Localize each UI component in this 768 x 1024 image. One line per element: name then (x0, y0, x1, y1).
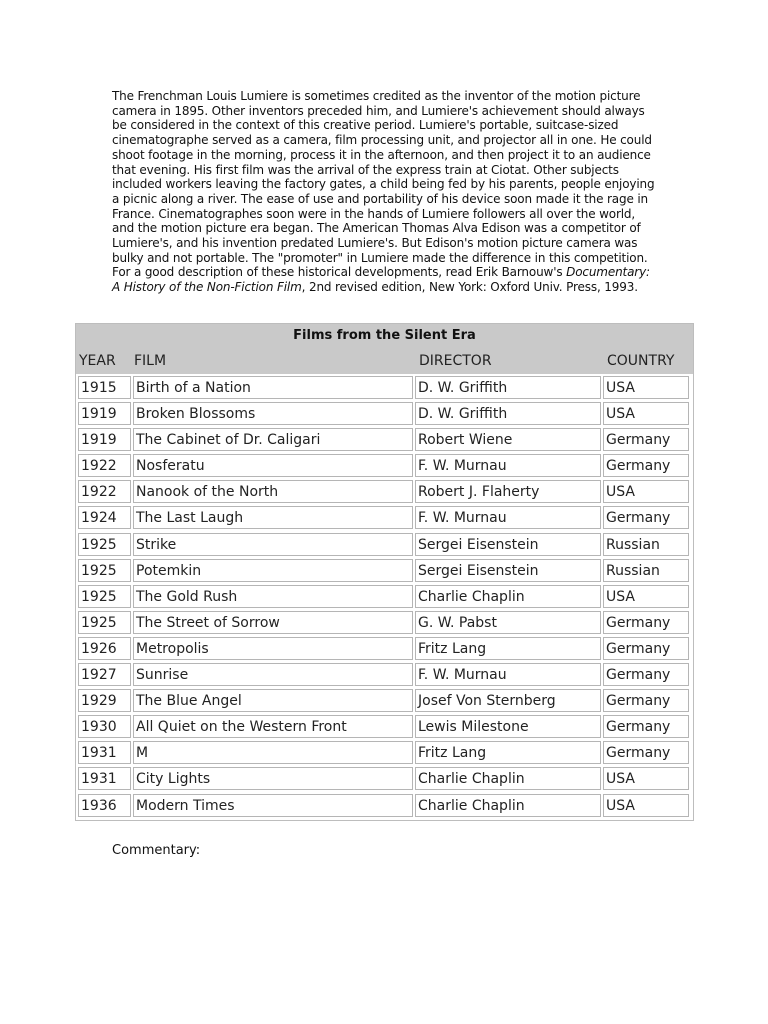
cell-director: F. W. Murnau (415, 663, 601, 686)
cell-country: Germany (603, 663, 689, 686)
table-row (76, 609, 693, 635)
table-row (76, 426, 693, 452)
table-row (76, 452, 693, 478)
table-row (76, 531, 693, 557)
intro-text: The Frenchman Louis Lumiere is sometimes credited as the inventor of the motion picture camera in 1895. Other inventors preceded him, and Lumiere's achievement should always be considered in the context of this creative period. Lumiere's portable, suitcase-sized cinematographe served as a camera, film processing unit, and projector all in one. He could shoot footage in the morning, process it in the afternoon, and then project it to an audience that evening. His first film was the arrival of the express train at Ciotat. Other subjects included workers leaving the factory gates, a child being fed by his parents, people enjoying a picnic along a river. The ease of use and portability of his device soon made it the rage in France. Cinematographes soon were in the hands of Lumiere followers all over the world, and the motion picture era began. The American Thomas Alva Edison was a competitor of Lumiere's, and his invention predated Lumiere's. But Edison's motion picture camera was bulky and not portable. The "promoter" in Lumiere made the difference in this competition. For a good description of these historical developments, read Erik Barnouw's (112, 89, 655, 280)
table-row (76, 478, 693, 504)
cell-country: Germany (603, 689, 689, 712)
cell-year: 1926 (78, 637, 131, 660)
table-row (76, 557, 693, 583)
intro-paragraph (112, 89, 660, 295)
cell-director: G. W. Pabst (415, 611, 601, 634)
cell-director: Fritz Lang (415, 637, 601, 660)
cell-year: 1922 (78, 454, 131, 477)
intro-text-tail: , 2nd revised edition, New York: Oxford Univ. Press, 1993. (301, 280, 638, 295)
cell-year: 1915 (78, 376, 131, 399)
cell-film: Strike (133, 533, 413, 556)
table-row (76, 739, 693, 765)
cell-year: 1919 (78, 428, 131, 451)
cell-year: 1936 (78, 794, 131, 817)
cell-film: The Blue Angel (133, 689, 413, 712)
cell-director: Robert J. Flaherty (415, 480, 601, 503)
cell-film: All Quiet on the Western Front (133, 715, 413, 738)
cell-film: Sunrise (133, 663, 413, 686)
cell-country: Germany (603, 428, 689, 451)
cell-director: D. W. Griffith (415, 376, 601, 399)
cell-director: F. W. Murnau (415, 506, 601, 529)
cell-country: Russian (603, 533, 689, 556)
cell-country: USA (603, 585, 689, 608)
table-body (76, 374, 693, 818)
header-year: YEAR (79, 353, 116, 369)
cell-year: 1925 (78, 533, 131, 556)
table-row (76, 635, 693, 661)
cell-film: Modern Times (133, 794, 413, 817)
cell-film: Potemkin (133, 559, 413, 582)
cell-country: USA (603, 376, 689, 399)
cell-director: Sergei Eisenstein (415, 559, 601, 582)
table-row (76, 792, 693, 818)
cell-country: USA (603, 794, 689, 817)
cell-director: Fritz Lang (415, 741, 601, 764)
cell-country: Germany (603, 741, 689, 764)
cell-year: 1925 (78, 559, 131, 582)
cell-country: Germany (603, 611, 689, 634)
header-film: FILM (134, 353, 167, 369)
cell-director: F. W. Murnau (415, 454, 601, 477)
cell-director: Charlie Chaplin (415, 767, 601, 790)
cell-year: 1931 (78, 741, 131, 764)
cell-country: Germany (603, 715, 689, 738)
book-title: Documentary: A History of the Non-Fiction Film (112, 265, 650, 295)
table-row (76, 687, 693, 713)
cell-director: Josef Von Sternberg (415, 689, 601, 712)
cell-director: Charlie Chaplin (415, 585, 601, 608)
table-row (76, 374, 693, 400)
cell-country: USA (603, 402, 689, 425)
cell-film: M (133, 741, 413, 764)
cell-year: 1924 (78, 506, 131, 529)
cell-country: Germany (603, 637, 689, 660)
cell-year: 1925 (78, 585, 131, 608)
header-country: COUNTRY (607, 353, 675, 369)
cell-year: 1919 (78, 402, 131, 425)
cell-film: The Cabinet of Dr. Caligari (133, 428, 413, 451)
cell-year: 1925 (78, 611, 131, 634)
cell-director: Robert Wiene (415, 428, 601, 451)
cell-film: Birth of a Nation (133, 376, 413, 399)
cell-film: Nanook of the North (133, 480, 413, 503)
table-row (76, 661, 693, 687)
table-row (76, 583, 693, 609)
cell-year: 1930 (78, 715, 131, 738)
cell-film: Nosferatu (133, 454, 413, 477)
table-row (76, 765, 693, 791)
cell-year: 1922 (78, 480, 131, 503)
table-header-row (76, 348, 693, 374)
cell-country: Germany (603, 454, 689, 477)
films-table (75, 323, 694, 821)
cell-director: Lewis Milestone (415, 715, 601, 738)
cell-film: City Lights (133, 767, 413, 790)
table-row (76, 504, 693, 530)
cell-film: The Last Laugh (133, 506, 413, 529)
table-row (76, 400, 693, 426)
cell-country: USA (603, 480, 689, 503)
cell-year: 1931 (78, 767, 131, 790)
header-director: DIRECTOR (419, 353, 492, 369)
cell-country: Germany (603, 506, 689, 529)
cell-country: Russian (603, 559, 689, 582)
cell-year: 1927 (78, 663, 131, 686)
cell-film: Metropolis (133, 637, 413, 660)
cell-country: USA (603, 767, 689, 790)
table-row (76, 713, 693, 739)
cell-director: Charlie Chaplin (415, 794, 601, 817)
cell-film: The Gold Rush (133, 585, 413, 608)
commentary-label: Commentary: (112, 843, 201, 858)
cell-film: The Street of Sorrow (133, 611, 413, 634)
table-caption: Films from the Silent Era (76, 324, 693, 348)
cell-director: Sergei Eisenstein (415, 533, 601, 556)
cell-film: Broken Blossoms (133, 402, 413, 425)
cell-year: 1929 (78, 689, 131, 712)
cell-director: D. W. Griffith (415, 402, 601, 425)
